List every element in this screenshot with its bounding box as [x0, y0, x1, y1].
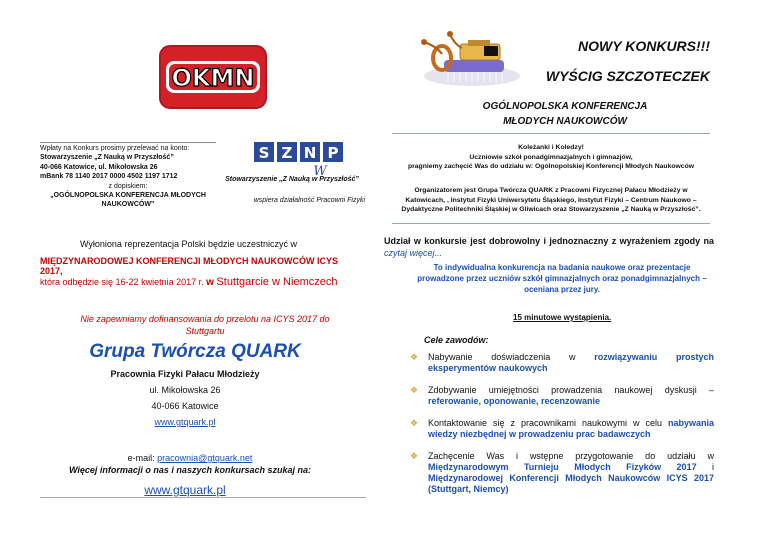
goal-highlight: Międzynarodowej Konferencji Młodych Naukowców ICYS 2017 (Stuttgart, Niemcy) — [428, 473, 714, 494]
address-street: ul. Mikołowska 26 — [149, 385, 221, 395]
sznp-letter-z: Z — [281, 144, 293, 162]
list-item — [410, 352, 714, 374]
diamond-bullet-icon: ❖ — [410, 451, 419, 461]
conference-date-text: która odbędzie się 16-22 kwietnia 2017 r. — [40, 277, 204, 287]
sznp-letter-s: S — [258, 144, 270, 162]
more-info-text: Więcej informacji o nas i naszych konkursach szukaj na: — [68, 465, 311, 475]
payment-line-2: 40-066 Katowice, ul. Mikołowska 26 — [40, 163, 158, 171]
group-name: Grupa Twórcza QUARK — [89, 341, 301, 362]
organizer-line-3: Dydaktyczne Politechniki Śląskiej w Gliwicach oraz Stowarzyszenie „Z Nauką w Przyszłość”. — [401, 206, 701, 213]
conference-date — [40, 276, 370, 288]
goal-highlight: nabywania wiedzy niezbędnej w prowadzeniu prac badawczych — [428, 418, 714, 439]
greeting — [392, 143, 710, 172]
individual-line-3: oceniana przez jury. — [524, 285, 600, 294]
address-city: 40-066 Katowice — [151, 401, 219, 411]
payment-line-1: Stowarzyszenie „Z Nauką w Przyszłość” — [40, 154, 174, 162]
conference-name: MIĘDZYNARODOWEJ KONFERENCJI MŁODYCH NAUKOWCÓW ICYS 2017, — [40, 256, 339, 276]
funding-line-1: Nie zapewniamy dofinansowania do przelotu na ICYS 2017 do — [80, 314, 330, 324]
diamond-bullet-icon: ❖ — [410, 418, 419, 428]
list-item — [410, 385, 714, 407]
presentation-duration: 15 minutowe wystąpienia. — [513, 313, 612, 322]
conference-city: Stuttgarcie w Niemczech — [216, 276, 338, 288]
organizer-line-2: Katowicach, , Instytut Fizyki Uniwersytetu Śląskiego, Instytut Fizyki – Centrum Naukowo – — [405, 196, 697, 204]
goal-text: Nabywanie doświadczenia w — [428, 352, 595, 362]
participation-statement: Udział w konkursie jest dobrowolny i jednoznaczny z wyrażeniem zgody na — [384, 236, 714, 246]
headline-race: WYŚCIG SZCZOTECZEK — [545, 68, 710, 84]
divider — [40, 497, 366, 498]
goal-text: Zachęcenie Was i wstępne przygotowanie do udziału w — [428, 451, 714, 461]
conference-title-line-2: MŁODYCH NAUKOWCÓW — [503, 116, 627, 127]
payment-line-4: z dopiskiem: — [108, 182, 148, 190]
association-support: wspiera działalność Pracowni Fizyki — [253, 197, 365, 204]
payment-line-0: Wpłaty na Konkurs prosimy przelewać na konto: — [40, 142, 216, 153]
divider — [392, 223, 710, 224]
website-link-large[interactable]: www.gtquark.pl — [144, 483, 226, 497]
goal-highlight: Międzynarodowym Turnieju Młodych Fizyków 2017 — [428, 462, 697, 472]
payment-line-3: mBank 78 1140 2017 0000 4502 1197 1712 — [40, 173, 178, 181]
funding-note — [55, 313, 355, 337]
payment-line-5: „OGÓLNOPOLSKA KONFERENCJA MŁODYCH — [50, 192, 206, 200]
list-item — [410, 418, 714, 440]
individual-line-2: prowadzone przez uczniów szkół gimnazjalnych oraz ponadgimnazjalnych – — [417, 274, 707, 283]
organizer-line-1: Organizatorem jest Grupa Twórcza QUARK z Pracowni Fizycznej Pałacu Młodzieży w — [414, 187, 688, 194]
email-link[interactable]: pracownia@gtquark.net — [157, 453, 253, 463]
conference-w: w — [206, 277, 214, 288]
greeting-line-2: Uczniowie szkół ponadgimnazjalnych i gimnazjów, — [469, 153, 633, 161]
greeting-line-1: Koleżanki i Koledzy! — [518, 144, 584, 151]
sznp-logo — [252, 140, 352, 178]
goal-text: Zdobywanie umiejętności prowadzenia naukowej dyskusji – — [428, 385, 714, 395]
divider — [392, 133, 710, 134]
diamond-bullet-icon: ❖ — [410, 352, 419, 362]
list-item — [410, 451, 714, 495]
goal-highlight: referowanie, oponowanie, recenzowanie — [428, 396, 601, 406]
payment-info — [40, 142, 216, 210]
organizer-info — [392, 186, 710, 215]
goals-list — [410, 352, 714, 506]
diamond-bullet-icon: ❖ — [410, 385, 419, 395]
okmn-logo-text: OKMN — [171, 64, 255, 92]
individual-line-1: To indywidualna konkurencja na badania naukowe oraz prezentacje — [433, 263, 691, 272]
conference-title — [420, 99, 710, 129]
greeting-line-3: pragniemy zachęcić Was do udziału w: Ogólnopolskiej Konferencji Młodych Naukowców — [407, 163, 695, 170]
payment-line-6: NAUKOWCÓW” — [101, 201, 155, 209]
headline-new-contest: NOWY KONKURS!!! — [578, 38, 710, 54]
goal-text: i — [696, 462, 715, 472]
website-link[interactable]: www.gtquark.pl — [154, 417, 216, 427]
okmn-logo — [158, 44, 268, 110]
toothbrush-robot-illustration — [414, 16, 524, 96]
sznp-letter-p: P — [327, 144, 339, 162]
goals-title: Cele zawodów: — [424, 335, 489, 345]
email-label: e-mail: — [127, 453, 155, 463]
read-more-link[interactable]: czytaj więcej... — [384, 248, 443, 258]
lab-name: Pracownia Fizyki Pałacu Młodzieży — [110, 369, 260, 379]
sznp-letter-n: N — [303, 144, 317, 162]
association-name: Stowarzyszenie „Z Nauką w Przyszłość” — [225, 176, 359, 183]
funding-line-2: Stuttgartu — [185, 326, 225, 336]
goal-text: Kontaktowanie się z pracownikami naukowymi w celu — [428, 418, 668, 428]
email-line — [60, 453, 320, 463]
representation-text: Wyłoniona reprezentacja Polski będzie uczestniczyć w — [80, 239, 298, 249]
sznp-w: W — [313, 164, 327, 178]
participation-text — [384, 235, 714, 259]
individual-competition — [410, 262, 714, 295]
conference-title-line-1: OGÓLNOPOLSKA KONFERENCJA — [482, 101, 648, 112]
goal-highlight: rozwiązywaniu prostych eksperymentów naukowych — [428, 352, 714, 373]
